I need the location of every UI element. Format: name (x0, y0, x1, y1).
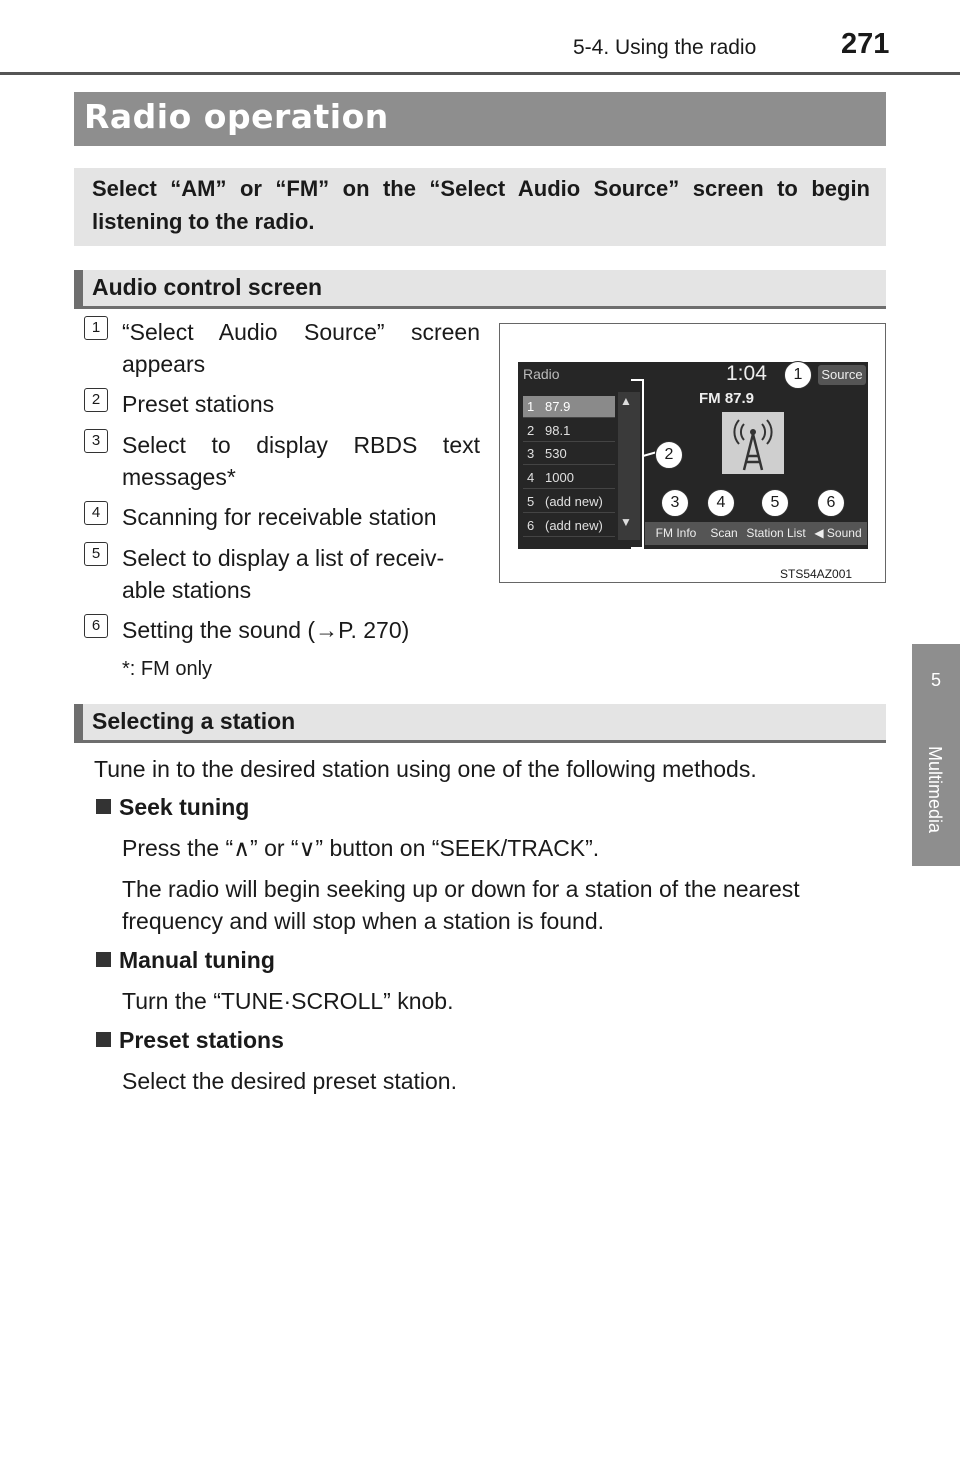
preset-station-button[interactable] (523, 443, 615, 465)
preset-label: (add new) (545, 518, 603, 533)
sound-button[interactable]: ◀ Sound (814, 526, 862, 540)
item-number-badge: 5 (84, 542, 108, 566)
selecting-intro: Tune in to the desired station using one of the following methods. (94, 756, 757, 782)
callout-1: 1 (784, 361, 812, 389)
figure-code: STS54AZ001 (780, 567, 853, 581)
scroll-down-icon[interactable]: ▼ (620, 515, 632, 529)
scan-button[interactable]: Scan (710, 526, 738, 540)
callout-3: 3 (661, 489, 689, 517)
preset-number: 5 (527, 494, 535, 509)
callout-4: 4 (707, 489, 735, 517)
item-text: appears (122, 351, 206, 377)
source-button[interactable]: Source (818, 365, 866, 385)
footnote: *: FM only (122, 658, 213, 680)
item-number-badge: 4 (84, 501, 108, 525)
page-number: 271 (841, 28, 890, 60)
section-marker (74, 704, 83, 740)
page-title: Radio operation (84, 97, 389, 136)
section-heading: Selecting a station (92, 708, 296, 734)
preset-label: 530 (545, 446, 567, 461)
method-text: Press the “∧” or “∨” button on “SEEK/TRACK”. (122, 835, 600, 861)
header-rule (0, 72, 960, 75)
preset-station-button[interactable] (523, 491, 615, 513)
scroll-up-icon[interactable]: ▲ (620, 394, 632, 408)
screen-title: Radio (523, 366, 560, 382)
preset-label: 1000 (545, 470, 574, 485)
station-list-button[interactable]: Station List (746, 526, 806, 540)
preset-number: 2 (527, 423, 535, 438)
item-number-badge: 1 (84, 316, 108, 340)
item-text: Preset stations (122, 391, 275, 417)
preset-label: 87.9 (545, 399, 571, 414)
section-heading: Audio control screen (92, 274, 323, 300)
preset-station-button[interactable] (523, 467, 615, 489)
bullet-square-icon (96, 799, 111, 814)
preset-number: 4 (527, 470, 535, 485)
item-text: messages* (122, 464, 236, 490)
item-text: Select to display RBDS text (122, 432, 480, 458)
item-text: Setting the sound (→P. 270) (122, 617, 410, 643)
method-text: frequency and will stop when a station is found. (122, 908, 605, 934)
callout-2: 2 (655, 441, 683, 469)
section-marker (74, 270, 83, 306)
section-title: 5-4. Using the radio (573, 36, 757, 59)
preset-number: 1 (527, 399, 535, 414)
bullet-square-icon (96, 952, 111, 967)
callout-5: 5 (761, 489, 789, 517)
item-number-badge: 6 (84, 614, 108, 638)
chapter-number: 5 (930, 670, 941, 690)
current-frequency: FM 87.9 (699, 390, 755, 407)
preset-label: (add new) (545, 494, 603, 509)
item-text: Select to display a list of receiv- (122, 545, 445, 571)
radio-tower-icon (722, 412, 784, 474)
method-text: Select the desired preset station. (122, 1068, 457, 1094)
item-text: able stations (122, 577, 252, 603)
preset-number: 6 (527, 518, 535, 533)
preset-number: 3 (527, 446, 535, 461)
bullet-square-icon (96, 1032, 111, 1047)
item-number-badge: 3 (84, 429, 108, 453)
preset-bracket (625, 376, 655, 556)
item-number-badge: 2 (84, 388, 108, 412)
preset-station-button[interactable] (523, 396, 615, 418)
item-text: “Select Audio Source” screen (122, 319, 480, 345)
method-heading: Preset stations (96, 1027, 284, 1054)
method-text: Turn the “TUNE·SCROLL” knob. (122, 988, 454, 1014)
fm-info-button[interactable]: FM Info (655, 526, 697, 540)
method-heading: Manual tuning (96, 947, 275, 974)
preset-label: 98.1 (545, 423, 571, 438)
screen-clock: 1:04 (726, 362, 767, 385)
callout-6: 6 (817, 489, 845, 517)
item-text: Scanning for receivable station (122, 504, 437, 530)
intro-text: Select “AM” or “FM” on the “Select Audio Source” screen to begin listening to the radio. (92, 176, 870, 234)
chapter-label: Multimedia (925, 746, 945, 834)
preset-station-button[interactable] (523, 515, 615, 537)
method-text: The radio will begin seeking up or down for a station of the nearest (122, 876, 800, 902)
preset-station-button[interactable] (523, 420, 615, 442)
method-heading: Seek tuning (96, 794, 249, 821)
